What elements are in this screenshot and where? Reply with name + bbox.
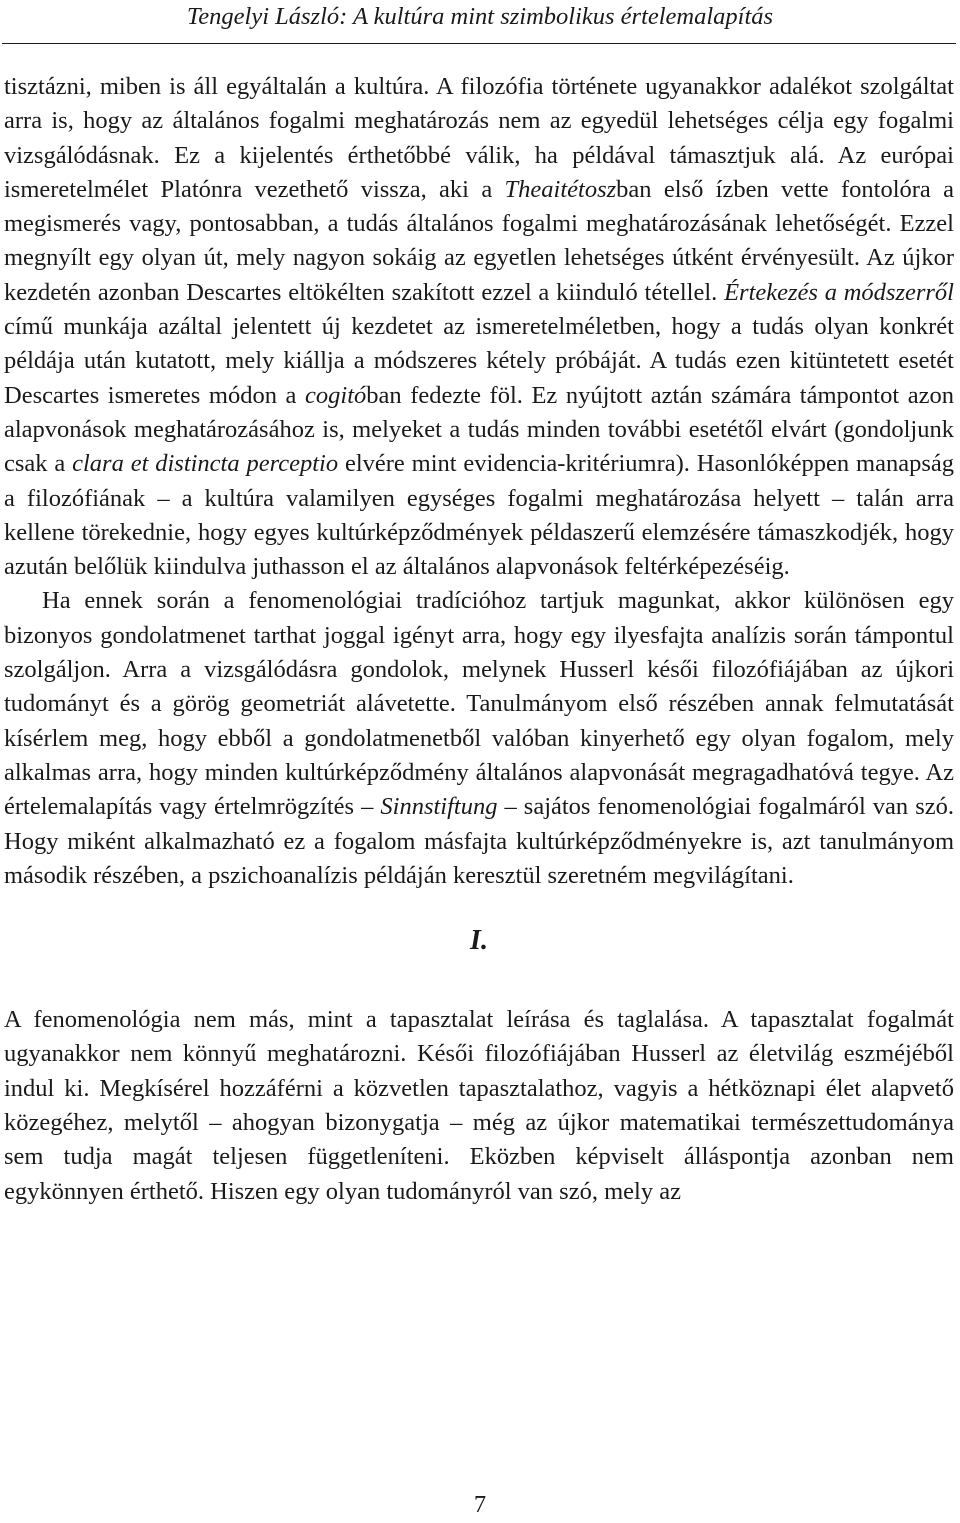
body-text xyxy=(4,70,954,1209)
text-run: tisztázni, miben is áll egyáltalán a kultúra. A filozófia története ugyanakkor adalékot szolgáltat arra is, hogy az általános fogalmi meghatározás nem az egyedül lehetséges célja egy fogalmi vizsgálódásnak. Ez a kijelentés érthetőbbé válik, ha példával támasztjuk alá. Az európai ismeretelmélet Platónra vezethető vissza, aki a xyxy=(4,73,954,203)
italic-text: clara et distincta perceptio xyxy=(72,450,339,478)
italic-text: Sinnstiftung xyxy=(380,793,498,821)
text-run: ban fedezte föl. Ez nyújtott aztán számára támpontot azon alapvonások meghatározásához is, melyeket a tudás minden további esetétől elvárt (gondoljunk csak a xyxy=(4,381,954,478)
running-header: Tengelyi László: A kultúra mint szimbolikus értelemalapítás xyxy=(186,3,774,30)
italic-text: cogitó xyxy=(305,381,367,409)
page-number: 7 xyxy=(473,1491,487,1518)
text-run: – sajátos fenomenológiai fogalmáról van szó. Hogy miként alkalmazható ez a fogalom másfajta kultúrképződményekre is, azt tanulmányom második részében, a pszichoanalízis példáján keresztül szeretném megvilágítani. xyxy=(4,793,954,889)
paragraph-continuation xyxy=(4,70,954,584)
text-run: A fenomenológia nem más, mint a tapasztalat leírása és taglalása. A tapasztalat fogalmát ugyanakkor nem könnyű meghatározni. Késői filozófiájában Husserl az életvilág eszméjéből indul ki. Megkísérel hozzáférni a közvetlen tapasztalathoz, vagyis a hétköznapi élet alapvető közegéhez, melytől – ahogyan bizonygatja – még az újkor matematikai természettudománya sem tudja magát teljesen függetleníteni. Eközben képviselt álláspontja azonban nem egykönnyen érthető. Hiszen egy olyan tudományról van szó, mely az xyxy=(4,1006,954,1205)
paragraph xyxy=(4,584,954,893)
paragraph xyxy=(4,1003,954,1209)
section-heading: I. xyxy=(470,925,488,957)
italic-text: Theaitétosz xyxy=(504,175,617,203)
italic-text: Értekezés a módszerről xyxy=(724,278,954,306)
text-run: Ha ennek során a fenomenológiai tradícióhoz tartjuk magunkat, akkor különösen egy bizonyos gondolatmenet tarthat joggal igényt arra, hogy egy ilyesfajta analízis során támpontul szolgáljon. Arra a vizsgálódásra gondolok, melynek Husserl késői filozófiájában az újkori tudományt és a görög geometriát alávetette. Tanulmányom első részében annak felmutatását kísérlem meg, hogy ebből a gondolatmenetből valóban kinyerhető egy olyan fogalom, mely alkalmas arra, hogy minden kultúrképződmény általános alapvonását megragadhatóvá tegye. Az értelemalapítás vagy értelmrögzítés – xyxy=(4,587,954,821)
text-run: elvére mint evidencia-kritériumra). Hasonlóképpen manapság a filozófiának – a kultúra valamilyen egységes fogalmi meghatározása helyett – talán arra kellene törekednie, hogy egyes kultúrképződmények példaszerű elemzésére támaszkodjék, hogy azután belőlük kiindulva juthasson el az általános alapvonások feltérképezéséig. xyxy=(4,450,954,581)
text-run: ban első ízben vette fontolóra a megismerés vagy, pontosabban, a tudás általános fogalmi meghatározásának lehetőségét. Ezzel megnyílt egy olyan út, mely nagyon sokáig az egyetlen lehetséges útként érvényesült. Az újkor kezdetén azonban Descartes eltökélten szakított ezzel a kiinduló tétellel. xyxy=(4,175,955,306)
text-run: című munkája azáltal jelentett új kezdetet az ismeretelméletben, hogy a tudás olyan konkrét példája után kutatott, mely kiállja a módszeres kétely próbáját. A tudás ezen kitüntetett esetét Descartes ismeretes módon a xyxy=(4,313,954,409)
header-rule xyxy=(2,43,956,44)
